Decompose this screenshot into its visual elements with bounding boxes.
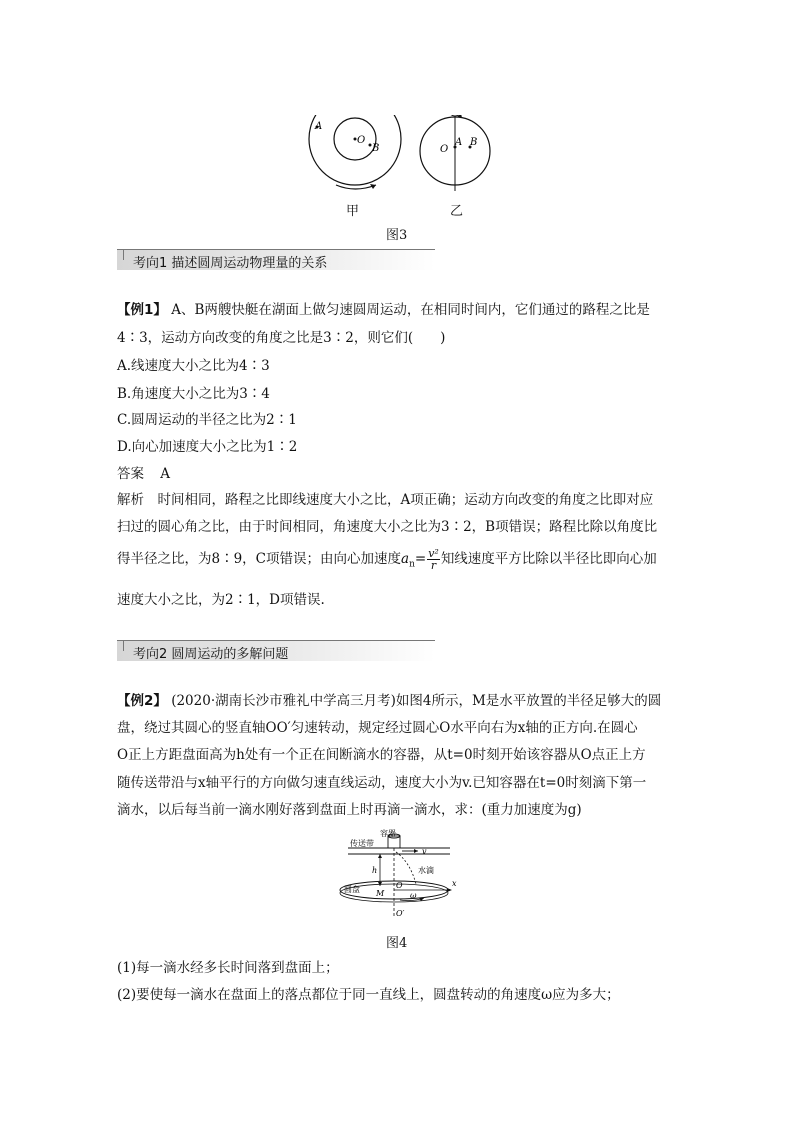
label-x: x [452, 879, 457, 888]
label-o: O [396, 881, 403, 890]
x-arrow-head [447, 888, 452, 892]
section-2-header [117, 640, 435, 661]
label-o: O [357, 135, 366, 146]
section-1-header [117, 249, 435, 270]
right-label-a: A [455, 137, 463, 148]
answer-value: A [160, 466, 171, 482]
fig4-caption: 图4 [386, 936, 408, 951]
answer-label: 答案 [117, 466, 144, 482]
analysis-line-2: 扫过的圆心角之比，由于时间相同，角速度大小之比为3∶2，B项错误；路程比除以角度比 [117, 519, 658, 535]
example-1-line-2: 4∶3，运动方向改变的角度之比是3∶2，则它们( ) [117, 330, 446, 346]
formula-fraction [427, 548, 440, 571]
option-d: D.向心加速度大小之比为1∶2 [117, 439, 298, 455]
option-c: C.圆周运动的半径之比为2∶1 [117, 412, 297, 428]
example-2-line-2: 盘，绕过其圆心的竖直轴OO′匀速转动，规定经过圆心O水平向右为x轴的正方向.在圆心 [117, 720, 638, 736]
example-2-line-1 [117, 691, 661, 711]
analysis-line-1: 解析 时间相同，路程之比即线速度大小之比，A项正确；运动方向改变的角度之比即对应 [117, 492, 654, 508]
label-m: M [376, 889, 385, 898]
v-arrow-head [414, 849, 418, 853]
formula-lhs: a [401, 551, 410, 567]
figure-4 [330, 828, 470, 923]
label-h: h [372, 866, 378, 875]
example-2-line-3: O正上方距盘面高为h处有一个正在间断滴水的容器，从t=0时刻开始该容器从O点正上方 [117, 747, 646, 763]
drop-path [396, 852, 416, 884]
label-belt: 传送带 [350, 839, 374, 848]
example-2-line-4: 随传送带沿与x轴平行的方向做匀速直线运动，速度大小为v.已知容器在t=0时刻滴下第一 [117, 775, 647, 791]
analysis-line-3-tail: 知线速度平方比除以半径比即向心加 [440, 551, 657, 567]
formula-num: v² [428, 547, 439, 560]
example-1-line-1 [117, 300, 650, 320]
formula-eq: = [414, 551, 427, 567]
analysis-line-4: 速度大小之比，为2∶1，D项错误. [117, 592, 325, 608]
label-v: v [422, 847, 427, 856]
example-2-tag: 【例2】 [117, 693, 167, 709]
analysis-line-3 [117, 544, 657, 580]
fig3-left-caption: 甲 [346, 204, 360, 219]
outer-circle [309, 115, 401, 185]
question-1: (1)每一滴水经多长时间落到盘面上； [117, 960, 339, 976]
h-arrow-up [378, 854, 382, 858]
analysis-line-3-text: 得半径之比，为8∶9，C项错误；由向心加速度 [117, 551, 402, 567]
answer-line [117, 464, 170, 484]
header-tick [117, 641, 124, 651]
fig3-caption: 图3 [386, 228, 408, 243]
label-o-prime: O′ [396, 909, 405, 918]
example-2-text-1: (2020·湖南长沙市雅礼中学高三月考)如图4所示，M是水平放置的半径足够大的圆 [171, 693, 662, 709]
example-1-text-1: A、B两艘快艇在湖面上做匀速圆周运动，在相同时间内，它们通过的路程之比是 [171, 302, 650, 318]
example-2-line-5: 滴水，以后每当前一滴水刚好落到盘面上时再滴一滴水，求：(重力加速度为g) [117, 802, 582, 818]
header-tick [117, 250, 124, 260]
label-omega: ω [410, 891, 417, 900]
section-1-title: 考向1 描述圆周运动物理量的关系 [133, 256, 328, 271]
section-2-title: 考向2 圆周运动的多解问题 [133, 647, 289, 662]
right-label-o: O [440, 144, 449, 155]
formula-sub: n [409, 559, 415, 570]
formula-den: r [430, 559, 437, 572]
rotation-arrow [336, 185, 376, 189]
label-drop: 水滴 [418, 866, 434, 875]
right-label-b: B [470, 137, 478, 148]
question-2: (2)要使每一滴水在盘面上的落点都位于同一直线上，圆盘转动的角速度ω应为多大； [117, 987, 620, 1003]
label-b: B [372, 143, 380, 154]
label-disk: 圆盘 [344, 885, 360, 894]
example-1-tag: 【例1】 [117, 302, 167, 318]
option-a: A.线速度大小之比为4∶3 [117, 358, 270, 374]
label-container: 容器 [380, 829, 396, 838]
option-b: B.角速度大小之比为3∶4 [117, 386, 270, 402]
label-a: A [315, 121, 323, 132]
fig3-right-caption: 乙 [450, 204, 464, 219]
figure-3 [300, 115, 510, 220]
